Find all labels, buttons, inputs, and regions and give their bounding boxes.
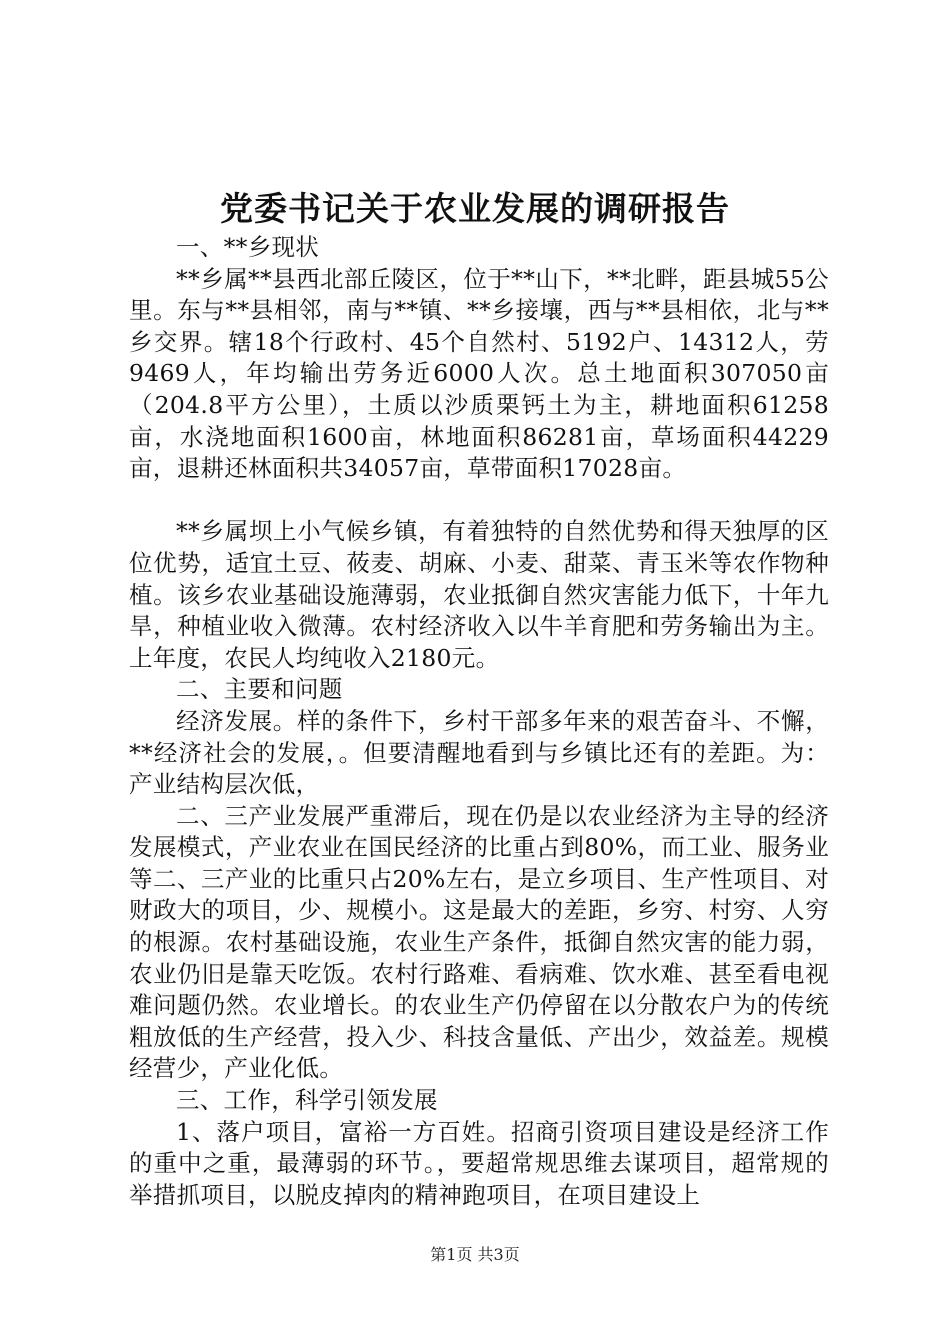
section-heading-2: 二、主要和问题: [176, 675, 343, 704]
body-paragraph-1: **乡属**县西北部丘陵区，位于**山下，**北畔，距县城55公里。东与**县相邻，南与**镇、**乡接壤，西与**县相依，北与**乡交界。辖18个行政村、45个自然村、5192户、14312人，劳9469人，年均输出劳务近6000人次。总土地面积307050亩（204.8平方公里），土质以沙质栗钙土为主，耕地面积61258亩，水浇地面积1600亩，林地面积86281亩，草场面积44229亩，退耕还林面积共34057亩，草带面积17028亩。: [129, 264, 829, 483]
document-body: [129, 232, 829, 1211]
page-footer: 第1页 共3页: [430, 1245, 520, 1264]
body-paragraph-4: 二、三产业发展严重滞后，现在仍是以农业经济为主导的经济发展模式，产业农业在国民经济的比重占到80%，而工业、服务业等二、三产业的比重只占20%左右，是立乡项目、生产性项目、对财政大的项目，少、规模小。这是最大的差距，乡穷、村穷、人穷的根源。农村基础设施，农业生产条件，抵御自然灾害的能力弱，农业仍旧是靠天吃饭。农村行路难、看病难、饮水难、甚至看电视难问题仍然。农业增长。的农业生产仍停留在以分散农户为的传统粗放低的生产经营，投入少、科技含量低、产出少，效益差。规模经营少，产业化低。: [129, 801, 829, 1083]
body-paragraph-3: 经济发展。样的条件下，乡村干部多年来的艰苦奋斗、不懈，**经济社会的发展，。但要清醒地看到与乡镇比还有的差距。为：产业结构层次低，: [129, 706, 829, 799]
section-heading-3: 三、工作，科学引领发展: [176, 1086, 438, 1115]
body-paragraph-5: 1、落户项目，富裕一方百姓。招商引资项目建设是经济工作的重中之重，最薄弱的环节。，要超常规思维去谋项目，超常规的举措抓项目，以脱皮掉肉的精神跑项目，在项目建设上: [129, 1117, 829, 1209]
document-title: 党委书记关于农业发展的调研报告: [220, 189, 730, 228]
body-paragraph-2: **乡属坝上小气候乡镇，有着独特的自然优势和得天独厚的区位优势，适宜土豆、莜麦、胡麻、小麦、甜菜、青玉米等农作物种植。该乡农业基础设施薄弱，农业抵御自然灾害能力低下，十年九旱，种植业收入微薄。农村经济收入以牛羊育肥和劳务输出为主。上年度，农民人均纯收入2180元。: [129, 517, 829, 672]
section-heading-1: 一、**乡现状: [176, 233, 320, 261]
